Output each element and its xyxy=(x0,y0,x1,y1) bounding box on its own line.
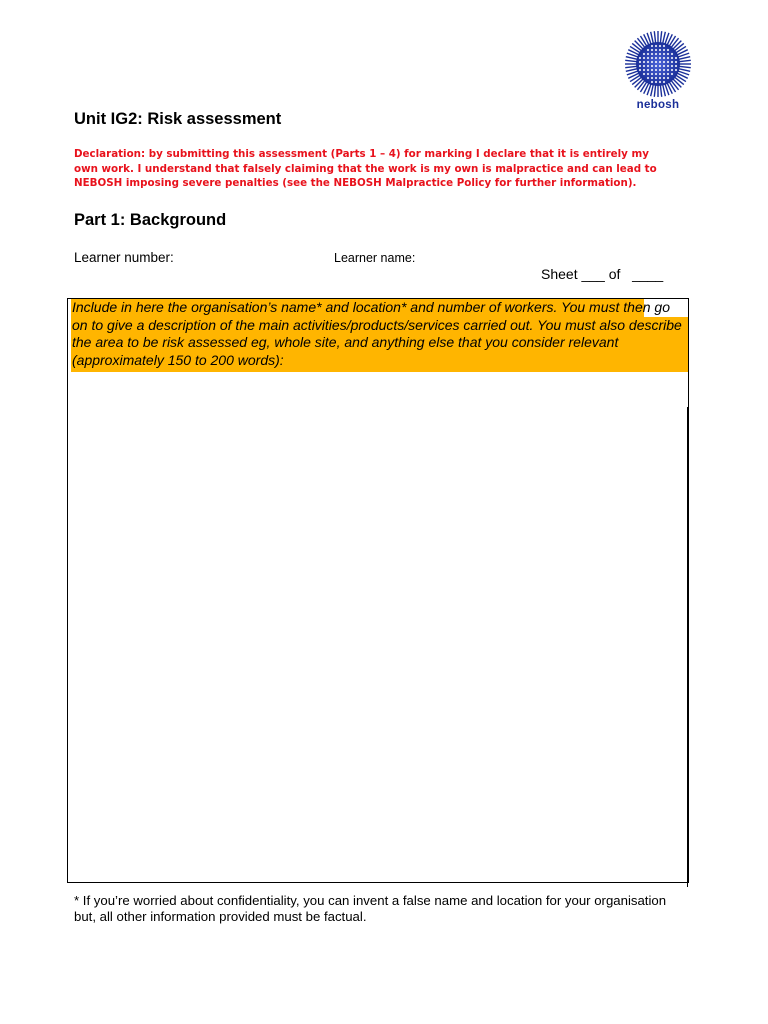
sheet-number-label: Sheet ___ of ____ xyxy=(541,266,664,282)
nebosh-logo xyxy=(624,30,692,116)
learner-number-label: Learner number: xyxy=(74,250,174,265)
learner-name-label: Learner name: xyxy=(334,251,416,265)
confidentiality-footnote: * If you’re worried about confidentiality, you can invent a false name and location for your organisation but, all other information provided must be factual. xyxy=(74,893,667,924)
part-title: Part 1: Background xyxy=(74,211,227,229)
nebosh-globe-logo-icon xyxy=(624,30,692,98)
box-right-edge-line xyxy=(687,407,688,887)
background-answer-box[interactable] xyxy=(67,298,689,883)
declaration-text: Declaration: by submitting this assessment (Parts 1 – 4) for marking I declare that it is entirely my own work. I understand that falsely claiming that the work is my own is malpractice and can lead to NEBOSH imposing severe penalties (see the NEBOSH Malpractice Policy for further information). xyxy=(74,148,657,189)
unit-title: Unit IG2: Risk assessment xyxy=(74,110,282,128)
logo-wordmark: nebosh xyxy=(636,99,680,111)
answer-box-instruction: Include in here the organisation’s name* and location* and number of workers. You must then go on to give a description of the main activities/products/services carried out. You must also describe the area to be risk assessed eg, whole site, and anything else that you consider relevant (approximately 150 to 200 words): xyxy=(72,299,682,368)
